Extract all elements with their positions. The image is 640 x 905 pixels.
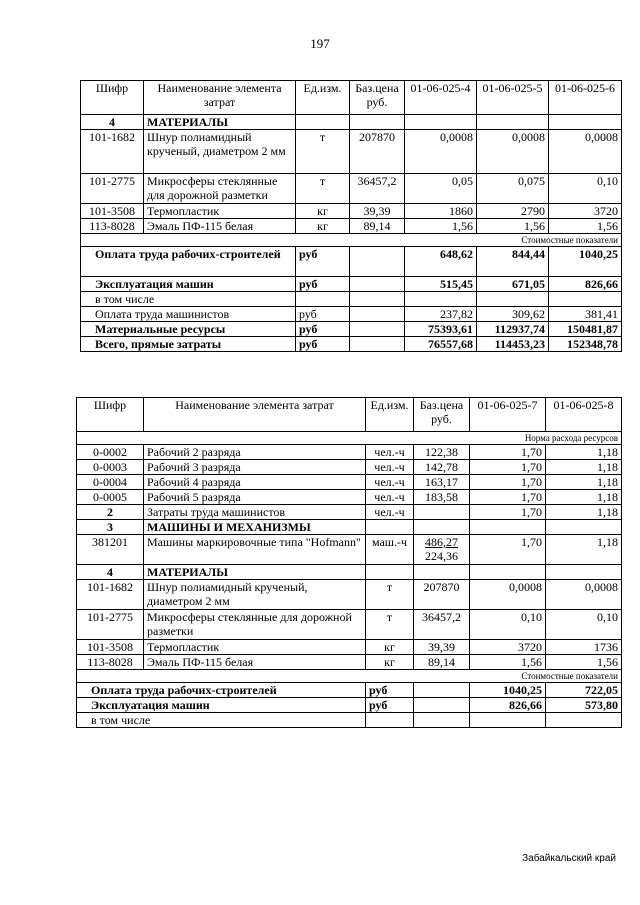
section-row: 3 МАШИНЫ И МЕХАНИЗМЫ	[77, 520, 622, 535]
section-row: 4 МАТЕРИАЛЫ	[77, 565, 622, 580]
table-row: 381201 Машины маркировочные типа "Hofmann" маш.-ч 486,27 224,36 1,70 1,18	[77, 535, 622, 565]
section-row	[81, 115, 622, 130]
table-row: 101-2775 Микросферы стеклянные для дорожной разметки т 36457,2 0,05 0,075 0,10	[81, 174, 622, 204]
table-row: 113-8028 Эмаль ПФ-115 белая кг 89,14 1,56 1,56 1,56	[81, 219, 622, 234]
header-unit: Ед.изм.	[366, 398, 414, 432]
table-row: 101-2775 Микросферы стеклянные для дорожной разметки т 36457,2 0,10 0,10	[77, 610, 622, 640]
table-row: 2 Затраты труда машинистов чел.-ч 1,70 1,18	[77, 505, 622, 520]
header-name: Наименование элемента затрат	[144, 81, 296, 115]
header-col-2: 01-06-025-5	[477, 81, 549, 115]
cost-row: Всего, прямые затраты руб 76557,68 114453,23 152348,78	[81, 337, 622, 352]
cost-caption: Стоимостные показатели	[81, 234, 622, 247]
page-number: 197	[310, 36, 330, 51]
header-col-1: 01-06-025-4	[405, 81, 477, 115]
cost-caption-row	[81, 234, 622, 247]
header-code: Шифр	[77, 398, 144, 432]
header-col-1: 01-06-025-7	[470, 398, 546, 432]
cost-table-1	[80, 80, 622, 352]
header-price: Баз.цена руб.	[414, 398, 470, 432]
table-row: 113-8028 Эмаль ПФ-115 белая кг 89,14 1,56 1,56	[77, 655, 622, 670]
header-price: Баз.цена руб.	[350, 81, 405, 115]
cost-row: Оплата труда рабочих-строителей руб 1040,25 722,05	[77, 683, 622, 698]
cost-row: в том числе	[81, 292, 622, 307]
header-name: Наименование элемента затрат	[144, 398, 366, 432]
cost-row: Оплата труда машинистов руб 237,82 309,62 381,41	[81, 307, 622, 322]
header-unit: Ед.изм.	[296, 81, 350, 115]
table-row: 101-3508 Термопластик кг 39,39 3720 1736	[77, 640, 622, 655]
header-code: Шифр	[81, 81, 144, 115]
cost-caption: Стоимостные показатели	[77, 670, 622, 683]
norm-caption: Норма расхода ресурсов	[77, 432, 622, 445]
cost-row: Материальные ресурсы руб 75393,61 112937,74 150481,87	[81, 322, 622, 337]
table2-header-row	[77, 398, 622, 432]
section-code: 4	[81, 115, 144, 130]
cost-row: Оплата труда рабочих-строителей руб 648,62 844,44 1040,25	[81, 247, 622, 277]
table-row: 101-1682 Шнур полиамидный крученый, диаметром 2 мм т 207870 0,0008 0,0008	[77, 580, 622, 610]
region-label: Забайкальский край	[522, 853, 616, 864]
cost-row: Эксплуатация машин руб 826,66 573,80	[77, 698, 622, 713]
cost-row: в том числе	[77, 713, 622, 728]
cost-caption-row	[77, 670, 622, 683]
table-row: 101-3508 Термопластик кг 39,39 1860 2790 3720	[81, 204, 622, 219]
table-row: 0-0002 Рабочий 2 разряда чел.-ч 122,38 1,70 1,18	[77, 445, 622, 460]
header-col-3: 01-06-025-6	[549, 81, 622, 115]
cost-table-2	[76, 397, 622, 728]
table-row: 0-0005 Рабочий 5 разряда чел.-ч 183,58 1,70 1,18	[77, 490, 622, 505]
table-row: 0-0003 Рабочий 3 разряда чел.-ч 142,78 1,70 1,18	[77, 460, 622, 475]
table-row: 0-0004 Рабочий 4 разряда чел.-ч 163,17 1,70 1,18	[77, 475, 622, 490]
table1-header-row	[81, 81, 622, 115]
cost-row: Эксплуатация машин руб 515,45 671,05 826,66	[81, 277, 622, 292]
section-title: МАТЕРИАЛЫ	[144, 115, 296, 130]
table-row: 101-1682 Шнур полиамидный крученый, диаметром 2 мм т 207870 0,0008 0,0008 0,0008	[81, 130, 622, 174]
header-col-2: 01-06-025-8	[546, 398, 622, 432]
norm-caption-row	[77, 432, 622, 445]
